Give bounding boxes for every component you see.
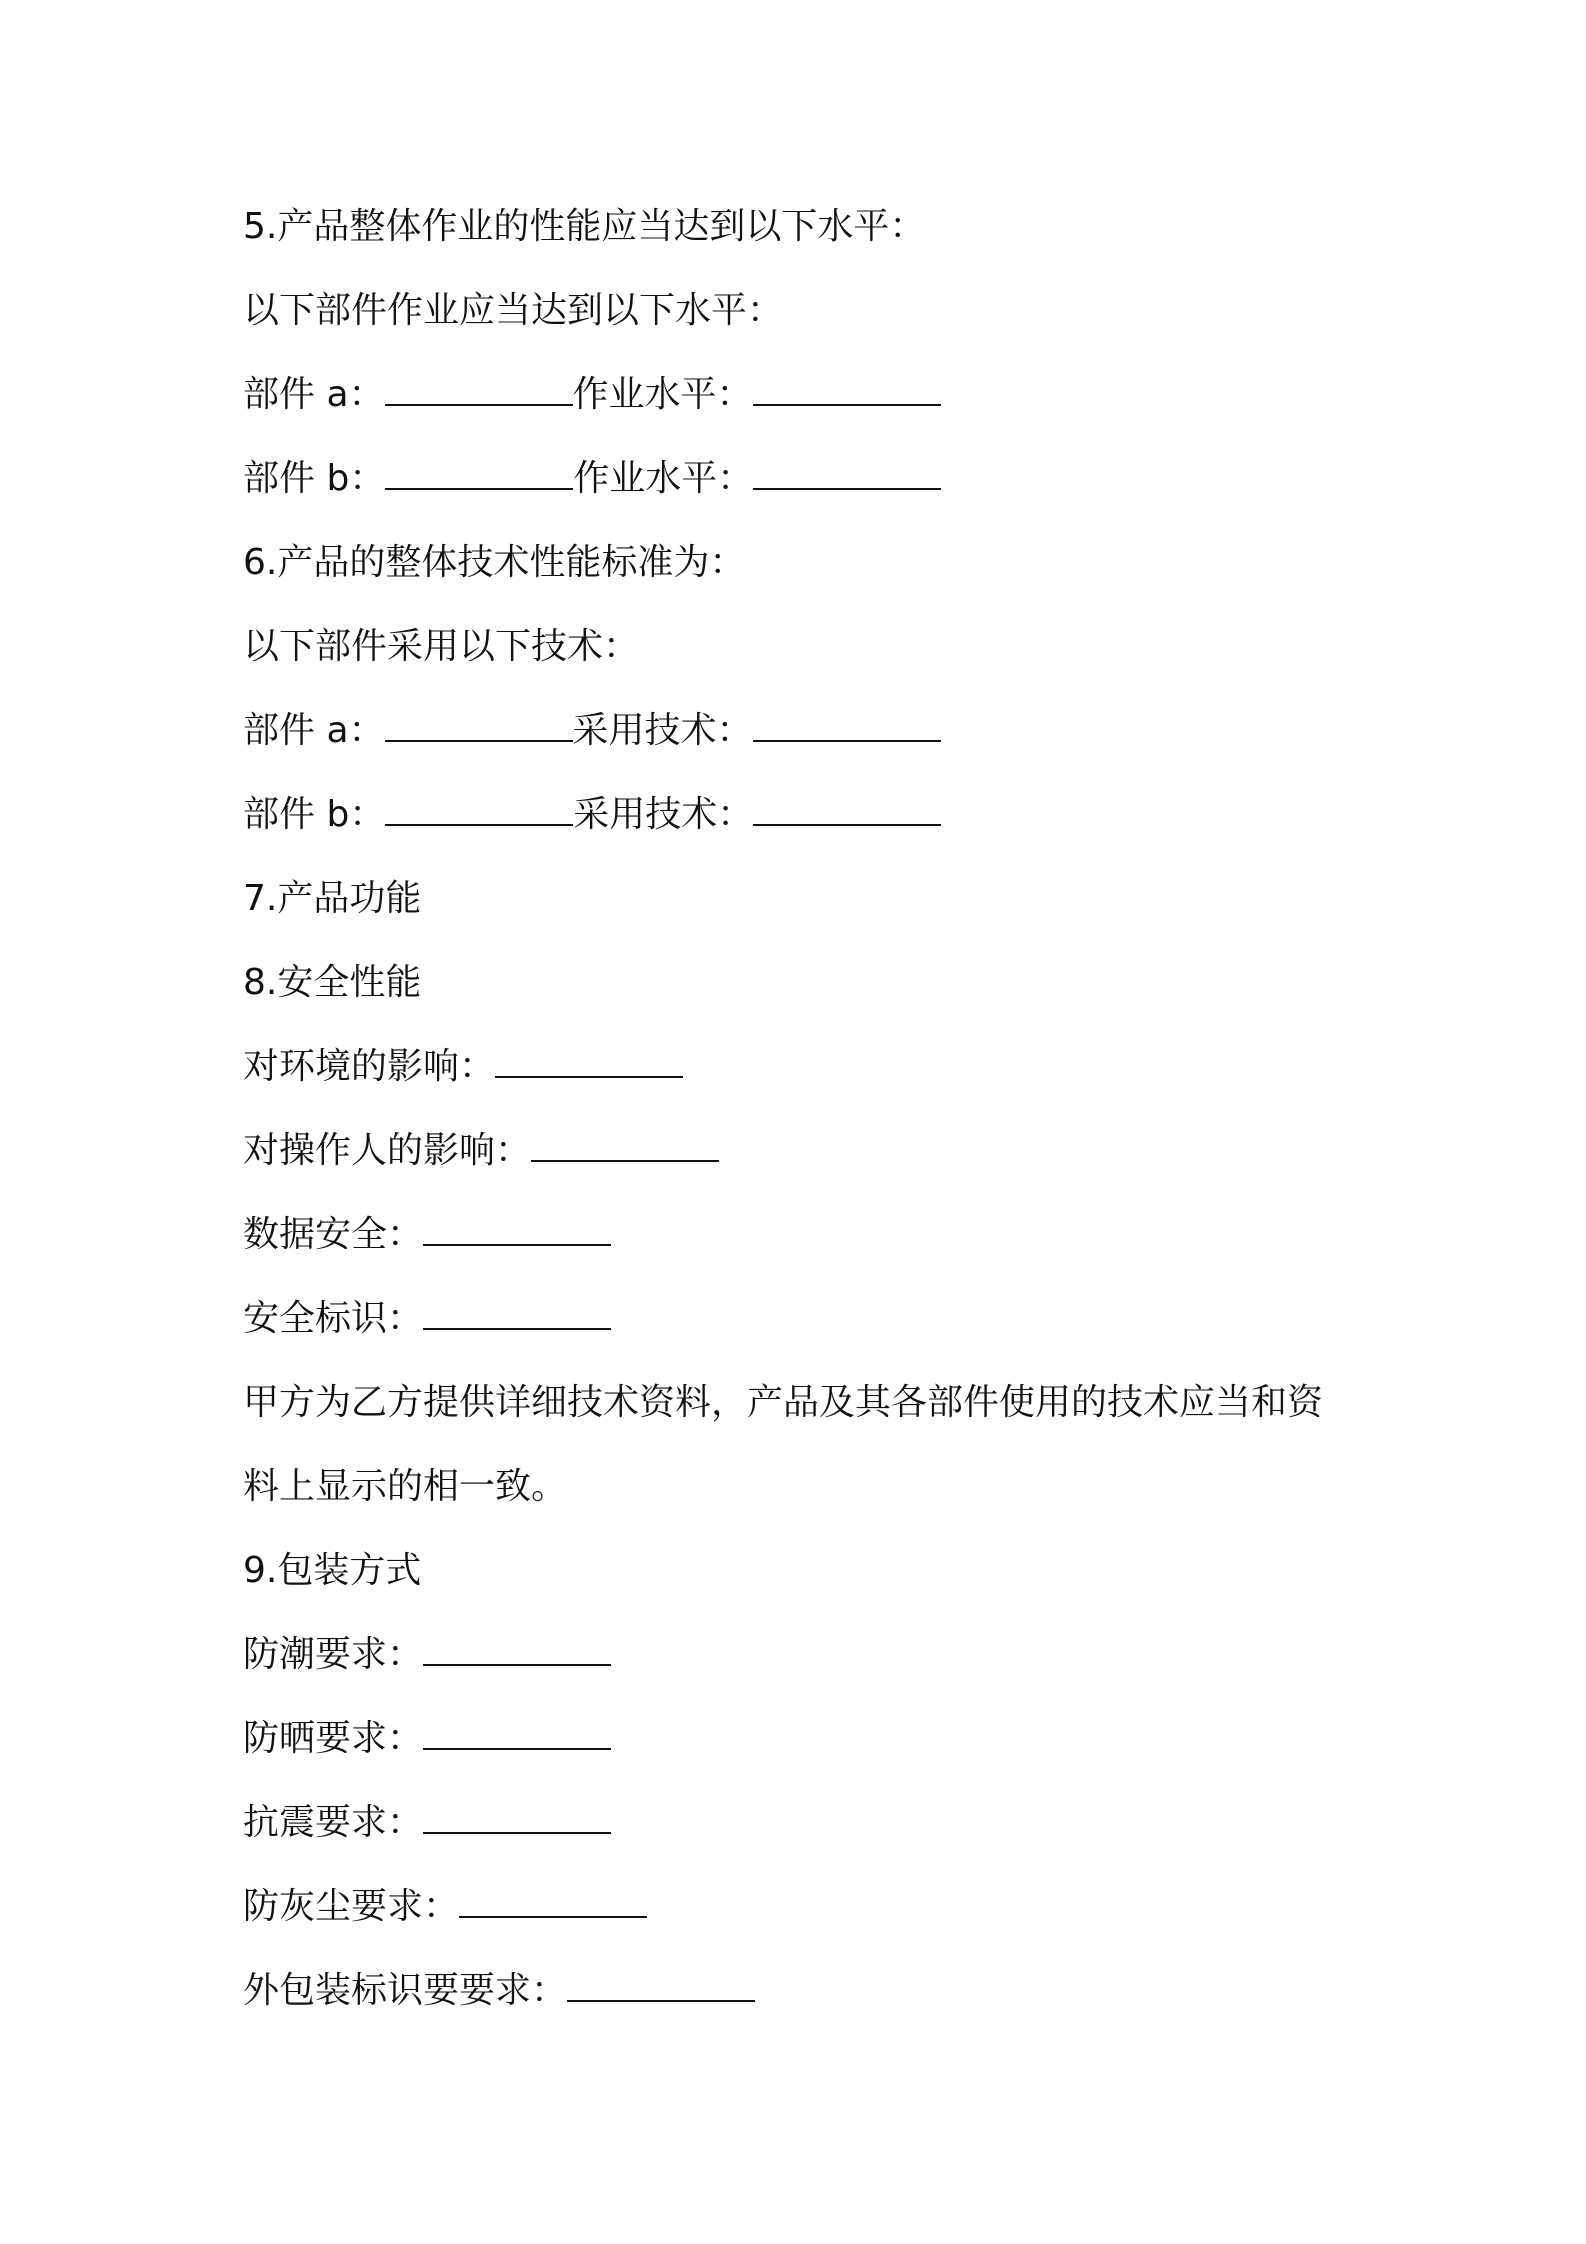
row-middle-label: 采用技术： (572, 710, 753, 751)
fill-in-blank[interactable] (385, 458, 573, 490)
field-label: 防晒要求： (243, 1718, 424, 1759)
field-label: 防灰尘要求： (243, 1886, 460, 1927)
fill-in-blank[interactable] (567, 1970, 755, 2002)
paragraph-line-2: 料上显示的相一致。 (243, 1466, 568, 1507)
row-label: 部件 b： (243, 794, 386, 835)
sun-requirement-field (243, 1717, 611, 1761)
fill-in-blank[interactable] (753, 458, 941, 490)
section-5-row-a (243, 373, 941, 417)
field-label: 对操作人的影响： (243, 1130, 532, 1171)
fill-in-blank[interactable] (753, 374, 941, 406)
section-6-heading: 6.产品的整体技术性能标准为： (243, 542, 746, 583)
row-label: 部件 a： (243, 710, 385, 751)
field-label: 防潮要求： (243, 1634, 424, 1675)
row-label: 部件 b： (243, 458, 386, 499)
section-6-row-a (243, 709, 941, 753)
fill-in-blank[interactable] (423, 1214, 611, 1246)
section-6-row-b (243, 793, 941, 837)
fill-in-blank[interactable] (423, 1634, 611, 1666)
row-middle-label: 作业水平： (573, 458, 754, 499)
fill-in-blank[interactable] (459, 1886, 647, 1918)
paragraph-line-1: 甲方为乙方提供详细技术资料，产品及其各部件使用的技术应当和资 (243, 1382, 1324, 1423)
section-7-heading: 7.产品功能 (243, 878, 422, 919)
fill-in-blank[interactable] (385, 374, 573, 406)
shock-requirement-field (243, 1801, 611, 1845)
section-5-intro: 以下部件作业应当达到以下水平： (243, 290, 784, 331)
safety-label-field (243, 1297, 611, 1341)
environment-impact-field (243, 1045, 683, 1089)
operator-impact-field (243, 1129, 719, 1173)
row-label: 部件 a： (243, 374, 385, 415)
fill-in-blank[interactable] (385, 794, 573, 826)
outer-package-label-field (243, 1969, 755, 2013)
dust-requirement-field (243, 1885, 647, 1929)
fill-in-blank[interactable] (385, 710, 573, 742)
section-6-intro: 以下部件采用以下技术： (243, 626, 640, 667)
fill-in-blank[interactable] (423, 1298, 611, 1330)
field-label: 数据安全： (243, 1214, 424, 1255)
fill-in-blank[interactable] (495, 1046, 683, 1078)
field-label: 安全标识： (243, 1298, 424, 1339)
data-security-field (243, 1213, 611, 1257)
field-label: 外包装标识要要求： (243, 1970, 568, 2011)
fill-in-blank[interactable] (531, 1130, 719, 1162)
row-middle-label: 作业水平： (572, 374, 753, 415)
moisture-requirement-field (243, 1633, 611, 1677)
section-5-row-b (243, 457, 941, 501)
section-5-heading: 5.产品整体作业的性能应当达到以下水平： (243, 206, 926, 247)
field-label: 对环境的影响： (243, 1046, 496, 1087)
fill-in-blank[interactable] (753, 710, 941, 742)
section-9-heading: 9.包装方式 (243, 1550, 422, 1591)
fill-in-blank[interactable] (423, 1802, 611, 1834)
field-label: 抗震要求： (243, 1802, 424, 1843)
fill-in-blank[interactable] (753, 794, 941, 826)
fill-in-blank[interactable] (423, 1718, 611, 1750)
section-8-heading: 8.安全性能 (243, 962, 422, 1003)
row-middle-label: 采用技术： (573, 794, 754, 835)
